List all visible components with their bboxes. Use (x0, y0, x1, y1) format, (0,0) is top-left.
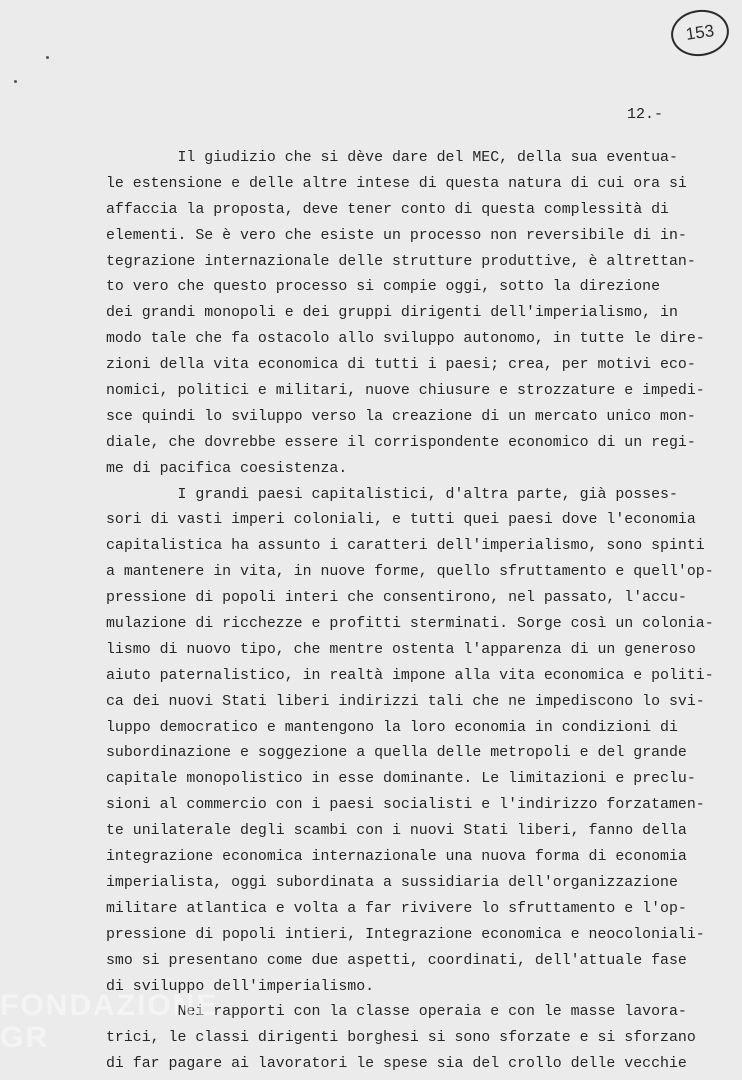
text-line: affaccia la proposta, deve tener conto di questa complessità di (106, 201, 669, 218)
text-line: te unilaterale degli scambi con i nuovi Stati liberi, fanno della (106, 823, 687, 840)
text-line: trici, le classi dirigenti borghesi si sono sforzate e si sforzano (106, 1030, 696, 1047)
text-line: lismo di nuovo tipo, che mentre ostenta l'apparenza di un generoso (106, 641, 696, 658)
text-line: di far pagare ai lavoratori le spese sia del crollo delle vecchie (106, 1056, 687, 1073)
text-line: Il giudizio che si dève dare del MEC, della sua eventua- (106, 150, 678, 166)
text-line: dei grandi monopoli e dei gruppi dirigenti dell'imperialismo, in (106, 305, 678, 322)
text-line: sce quindi lo sviluppo verso la creazione di un mercato unico mon- (106, 408, 696, 425)
text-line: pressione di popoli interi che consentirono, nel passato, l'accu- (106, 590, 687, 607)
text-line: smo si presentano come due aspetti, coordinati, dell'attuale fase (106, 952, 687, 969)
text-line: diale, che dovrebbe essere il corrispondente economico di un regi- (106, 434, 696, 451)
text-line: modo tale che fa ostacolo allo sviluppo autonomo, in tutte le dire- (106, 331, 705, 348)
text-line: to vero che questo processo si compie oggi, sotto la direzione (106, 279, 661, 296)
scan-speck (14, 80, 17, 83)
text-line: zioni della vita economica di tutti i paesi; crea, per motivi eco- (106, 357, 696, 374)
text-line: le estensione e delle altre intese di questa natura di cui ora si (106, 175, 687, 192)
text-line: aiuto paternalistico, in realtà impone alla vita economica e politi- (106, 667, 714, 684)
text-line: mulazione di ricchezze e profitti sterminati. Sorge così un colonia- (106, 616, 714, 633)
foundation-watermark (0, 990, 218, 1054)
scan-speck (46, 56, 49, 59)
text-line: militare atlantica e volta a far rivivere lo sfruttamento e l'op- (106, 900, 687, 917)
text-line: subordinazione e soggezione a quella delle metropoli e del grande (106, 745, 687, 762)
text-line: I grandi paesi capitalistici, d'altra parte, già posses- (106, 486, 678, 503)
text-line: integrazione economica internazionale una nuova forma di economia (106, 849, 687, 866)
text-line: sori di vasti imperi coloniali, e tutti quei paesi dove l'economia (106, 512, 696, 529)
text-line: me di pacifica coesistenza. (106, 460, 348, 477)
text-line: nomici, politici e militari, nuove chiusure e strozzature e impedi- (106, 383, 705, 400)
archive-number-stamp (668, 6, 732, 60)
typewritten-body (106, 146, 714, 1078)
text-line: imperialista, oggi subordinata a sussidiaria dell'organizzazione (106, 874, 678, 891)
watermark-line-2: GR (0, 1021, 49, 1054)
text-line: tegrazione internazionale delle strutture produttive, è altrettan- (106, 253, 696, 270)
page-number: 12.- (627, 106, 664, 123)
text-line: di sviluppo dell'imperialismo. (106, 978, 375, 995)
text-line: luppo democratico e mantengono la loro economia in condizioni di (106, 719, 678, 736)
text-line: capitale monopolistico in esse dominante. Le limitazioni e preclu- (106, 771, 696, 788)
text-line: sioni al commercio con i paesi socialisti e l'indirizzo forzatamen- (106, 797, 705, 814)
text-line: elementi. Se è vero che esiste un processo non reversibile di in- (106, 227, 687, 244)
watermark-line-1: FONDAZIONE (0, 989, 219, 1022)
text-line: ca dei nuovi Stati liberi indirizzi tali che ne impediscono lo svi- (106, 693, 705, 710)
stamp-number: 153 (684, 21, 716, 44)
text-line: capitalistica ha assunto i caratteri dell'imperialismo, sono spinti (106, 538, 705, 555)
text-line: pressione di popoli intieri, Integrazione economica e neocoloniali- (106, 926, 705, 943)
text-line: Nei rapporti con la classe operaia e con le masse lavora- (106, 1004, 687, 1021)
text-line: a mantenere in vita, in nuove forme, quello sfruttamento e quell'op- (106, 564, 714, 581)
